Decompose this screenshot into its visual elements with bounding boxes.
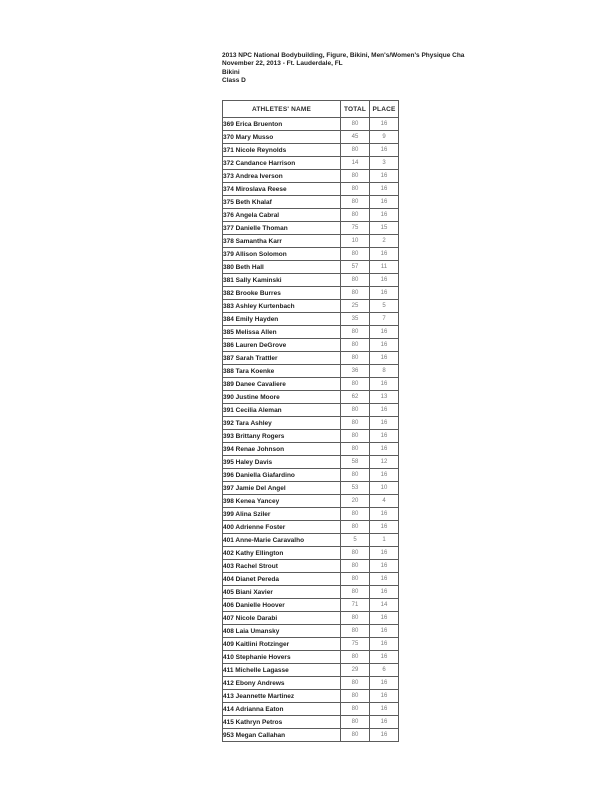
place-cell: 16 (370, 417, 399, 430)
athlete-name-cell: 390 Justine Moore (223, 391, 341, 404)
total-cell: 80 (341, 469, 370, 482)
athlete-name-cell: 372 Candance Harrison (223, 157, 341, 170)
athlete-name-cell: 414 Adrianna Eaton (223, 703, 341, 716)
place-cell: 8 (370, 365, 399, 378)
athlete-name-cell: 374 Miroslava Reese (223, 183, 341, 196)
athlete-name-cell: 385 Melissa Allen (223, 326, 341, 339)
total-cell: 36 (341, 365, 370, 378)
table-row (223, 313, 399, 326)
total-cell: 71 (341, 599, 370, 612)
table-row (223, 677, 399, 690)
total-cell: 80 (341, 729, 370, 742)
table-row (223, 495, 399, 508)
athlete-name-cell: 413 Jeannette Martinez (223, 690, 341, 703)
table-row (223, 209, 399, 222)
total-cell: 53 (341, 482, 370, 495)
place-cell: 16 (370, 573, 399, 586)
table-row (223, 690, 399, 703)
athlete-name-cell: 404 Dianet Pereda (223, 573, 341, 586)
table-row (223, 612, 399, 625)
athlete-name-cell: 408 Laia Umansky (223, 625, 341, 638)
place-cell: 7 (370, 313, 399, 326)
place-cell: 16 (370, 469, 399, 482)
table-row (223, 352, 399, 365)
total-cell: 57 (341, 261, 370, 274)
athlete-name-cell: 376 Angela Cabral (223, 209, 341, 222)
results-table-body (223, 118, 399, 742)
table-row (223, 144, 399, 157)
header-row (223, 101, 399, 118)
total-cell: 5 (341, 534, 370, 547)
place-cell: 16 (370, 677, 399, 690)
athlete-name-cell: 398 Kenea Yancey (223, 495, 341, 508)
place-cell: 16 (370, 716, 399, 729)
total-cell: 80 (341, 404, 370, 417)
table-row (223, 404, 399, 417)
total-cell: 80 (341, 274, 370, 287)
total-cell: 80 (341, 586, 370, 599)
table-row (223, 703, 399, 716)
event-date-location: November 22, 2013 - Ft. Lauderdale, FL (222, 60, 343, 68)
total-cell: 35 (341, 313, 370, 326)
table-row (223, 417, 399, 430)
table-row (223, 469, 399, 482)
place-cell: 16 (370, 625, 399, 638)
total-cell: 80 (341, 144, 370, 157)
total-cell: 75 (341, 222, 370, 235)
table-row (223, 248, 399, 261)
athlete-name-cell: 410 Stephanie Hovers (223, 651, 341, 664)
table-row (223, 391, 399, 404)
total-cell: 80 (341, 196, 370, 209)
total-cell: 80 (341, 547, 370, 560)
place-cell: 16 (370, 352, 399, 365)
event-title: 2013 NPC National Bodybuilding, Figure, Bikini, Men's/Women's Physique Cha (222, 52, 465, 59)
athlete-name-cell: 373 Andrea Iverson (223, 170, 341, 183)
athlete-name-cell: 369 Erica Bruenton (223, 118, 341, 131)
place-cell: 16 (370, 404, 399, 417)
athlete-name-cell: 402 Kathy Ellington (223, 547, 341, 560)
athlete-name-cell: 391 Cecilia Aleman (223, 404, 341, 417)
place-cell: 16 (370, 326, 399, 339)
total-cell: 80 (341, 690, 370, 703)
results-table-header (223, 101, 399, 118)
total-cell: 80 (341, 703, 370, 716)
col-header-athletes-name: ATHLETES' NAME (223, 101, 341, 118)
athlete-name-cell: 405 Biani Xavier (223, 586, 341, 599)
total-cell: 58 (341, 456, 370, 469)
table-row (223, 274, 399, 287)
place-cell: 12 (370, 456, 399, 469)
athlete-name-cell: 397 Jamie Del Angel (223, 482, 341, 495)
athlete-name-cell: 407 Nicole Darabi (223, 612, 341, 625)
place-cell: 9 (370, 131, 399, 144)
place-cell: 15 (370, 222, 399, 235)
total-cell: 80 (341, 326, 370, 339)
table-row (223, 131, 399, 144)
total-cell: 80 (341, 508, 370, 521)
total-cell: 80 (341, 651, 370, 664)
table-row (223, 430, 399, 443)
place-cell: 16 (370, 378, 399, 391)
place-cell: 16 (370, 612, 399, 625)
results-table (222, 100, 399, 742)
athlete-name-cell: 384 Emily Hayden (223, 313, 341, 326)
place-cell: 16 (370, 274, 399, 287)
place-cell: 16 (370, 560, 399, 573)
total-cell: 80 (341, 339, 370, 352)
place-cell: 16 (370, 209, 399, 222)
total-cell: 80 (341, 560, 370, 573)
place-cell: 16 (370, 144, 399, 157)
total-cell: 62 (341, 391, 370, 404)
total-cell: 80 (341, 118, 370, 131)
total-cell: 80 (341, 287, 370, 300)
table-row (223, 534, 399, 547)
athlete-name-cell: 383 Ashley Kurtenbach (223, 300, 341, 313)
place-cell: 16 (370, 703, 399, 716)
table-row (223, 638, 399, 651)
place-cell: 16 (370, 443, 399, 456)
place-cell: 16 (370, 196, 399, 209)
place-cell: 6 (370, 664, 399, 677)
athlete-name-cell: 381 Sally Kaminski (223, 274, 341, 287)
place-cell: 16 (370, 508, 399, 521)
total-cell: 80 (341, 248, 370, 261)
athlete-name-cell: 392 Tara Ashley (223, 417, 341, 430)
table-row (223, 586, 399, 599)
table-row (223, 326, 399, 339)
table-row (223, 508, 399, 521)
place-cell: 16 (370, 586, 399, 599)
place-cell: 13 (370, 391, 399, 404)
table-row (223, 729, 399, 742)
total-cell: 80 (341, 430, 370, 443)
total-cell: 80 (341, 352, 370, 365)
athlete-name-cell: 406 Danielle Hoover (223, 599, 341, 612)
athlete-name-cell: 400 Adrienne Foster (223, 521, 341, 534)
athlete-name-cell: 378 Samantha Karr (223, 235, 341, 248)
col-header-total: TOTAL (341, 101, 370, 118)
col-header-place: PLACE (370, 101, 399, 118)
place-cell: 16 (370, 287, 399, 300)
place-cell: 1 (370, 534, 399, 547)
place-cell: 16 (370, 638, 399, 651)
athlete-name-cell: 401 Anne-Marie Caravalho (223, 534, 341, 547)
place-cell: 16 (370, 690, 399, 703)
table-row (223, 599, 399, 612)
class-label: Class D (222, 77, 246, 85)
total-cell: 80 (341, 521, 370, 534)
athlete-name-cell: 371 Nicole Reynolds (223, 144, 341, 157)
total-cell: 80 (341, 716, 370, 729)
athlete-name-cell: 389 Danee Cavaliere (223, 378, 341, 391)
place-cell: 16 (370, 521, 399, 534)
table-row (223, 183, 399, 196)
athlete-name-cell: 388 Tara Koenke (223, 365, 341, 378)
athlete-name-cell: 403 Rachel Strout (223, 560, 341, 573)
place-cell: 16 (370, 547, 399, 560)
athlete-name-cell: 386 Lauren DeGrove (223, 339, 341, 352)
place-cell: 2 (370, 235, 399, 248)
total-cell: 80 (341, 209, 370, 222)
athlete-name-cell: 375 Beth Khalaf (223, 196, 341, 209)
table-row (223, 222, 399, 235)
total-cell: 80 (341, 417, 370, 430)
table-row (223, 547, 399, 560)
table-row (223, 560, 399, 573)
place-cell: 4 (370, 495, 399, 508)
athlete-name-cell: 393 Brittany Rogers (223, 430, 341, 443)
total-cell: 80 (341, 573, 370, 586)
table-row (223, 196, 399, 209)
table-row (223, 521, 399, 534)
place-cell: 16 (370, 430, 399, 443)
place-cell: 10 (370, 482, 399, 495)
total-cell: 80 (341, 170, 370, 183)
athlete-name-cell: 409 Kaitlini Rotzinger (223, 638, 341, 651)
total-cell: 25 (341, 300, 370, 313)
total-cell: 80 (341, 183, 370, 196)
place-cell: 16 (370, 183, 399, 196)
athlete-name-cell: 370 Mary Musso (223, 131, 341, 144)
table-row (223, 235, 399, 248)
athlete-name-cell: 415 Kathryn Petros (223, 716, 341, 729)
table-row (223, 456, 399, 469)
total-cell: 80 (341, 625, 370, 638)
place-cell: 16 (370, 729, 399, 742)
table-row (223, 664, 399, 677)
division-label: Bikini (222, 68, 240, 76)
athlete-name-cell: 377 Danielle Thoman (223, 222, 341, 235)
table-row (223, 651, 399, 664)
total-cell: 75 (341, 638, 370, 651)
total-cell: 80 (341, 612, 370, 625)
total-cell: 80 (341, 677, 370, 690)
total-cell: 80 (341, 378, 370, 391)
athlete-name-cell: 412 Ebony Andrews (223, 677, 341, 690)
athlete-name-cell: 953 Megan Callahan (223, 729, 341, 742)
place-cell: 16 (370, 170, 399, 183)
athlete-name-cell: 399 Alina Sziler (223, 508, 341, 521)
table-row (223, 118, 399, 131)
table-row (223, 170, 399, 183)
athlete-name-cell: 382 Brooke Burres (223, 287, 341, 300)
athlete-name-cell: 411 Michelle Lagasse (223, 664, 341, 677)
table-row (223, 573, 399, 586)
table-row (223, 300, 399, 313)
athlete-name-cell: 387 Sarah Trattler (223, 352, 341, 365)
table-row (223, 339, 399, 352)
athlete-name-cell: 396 Daniella Giafardino (223, 469, 341, 482)
athlete-name-cell: 395 Haley Davis (223, 456, 341, 469)
place-cell: 16 (370, 248, 399, 261)
table-row (223, 625, 399, 638)
table-row (223, 378, 399, 391)
table-row (223, 716, 399, 729)
table-row (223, 365, 399, 378)
table-row (223, 482, 399, 495)
total-cell: 10 (341, 235, 370, 248)
athlete-name-cell: 380 Beth Hall (223, 261, 341, 274)
athlete-name-cell: 394 Renae Johnson (223, 443, 341, 456)
athlete-name-cell: 379 Allison Solomon (223, 248, 341, 261)
total-cell: 20 (341, 495, 370, 508)
place-cell: 14 (370, 599, 399, 612)
total-cell: 29 (341, 664, 370, 677)
place-cell: 16 (370, 651, 399, 664)
place-cell: 16 (370, 339, 399, 352)
table-row (223, 287, 399, 300)
document-header (222, 52, 464, 86)
place-cell: 5 (370, 300, 399, 313)
total-cell: 14 (341, 157, 370, 170)
place-cell: 3 (370, 157, 399, 170)
table-row (223, 261, 399, 274)
total-cell: 80 (341, 443, 370, 456)
place-cell: 16 (370, 118, 399, 131)
place-cell: 11 (370, 261, 399, 274)
table-row (223, 443, 399, 456)
table-row (223, 157, 399, 170)
total-cell: 45 (341, 131, 370, 144)
